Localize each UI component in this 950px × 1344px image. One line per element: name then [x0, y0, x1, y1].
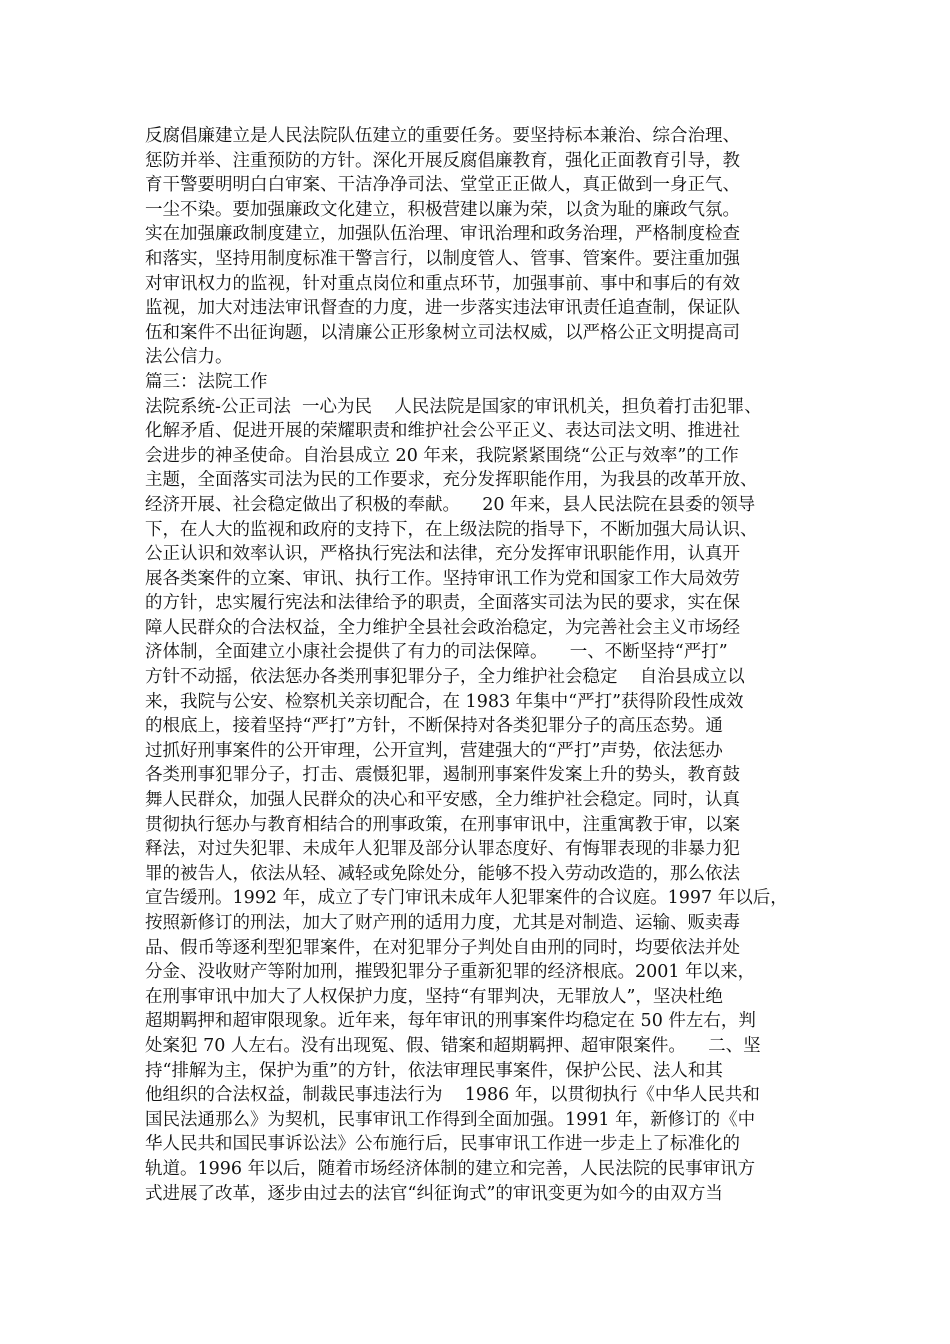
- text-line: 罪的被告人，依法从轻、减轻或免除处分，能够不投入劳动改造的，那么依法: [145, 863, 740, 884]
- text-line: 的方针，忠实履行宪法和法律给予的职责，全面落实司法为民的要求，实在保: [145, 593, 740, 614]
- text-line: 经济开展、社会稳定做出了积极的奉献。 20 年来，县人民法院在县委的领导: [145, 494, 756, 515]
- text-line: 过抓好刑事案件的公开审理，公开宣判，营建强大的“严打”声势，依法惩办: [145, 740, 723, 761]
- text-line: 对审讯权力的监视，针对重点岗位和重点环节，加强事前、事中和事后的有效: [145, 273, 740, 294]
- text-line: 方针不动摇，依法惩办各类刑事犯罪分子，全力维护社会稳定 自治县成立以: [145, 667, 745, 688]
- text-line: 国民法通那么》为契机，民事审讯工作得到全面加强。1991 年，新修订的《中: [145, 1109, 756, 1130]
- text-line: 和落实，坚持用制度标准干警言行，以制度管人、管事、管案件。要注重加强: [145, 248, 740, 269]
- text-line: 处案犯 70 人左右。没有出现冤、假、错案和超期羁押、超审限案件。 二、坚: [145, 1035, 761, 1056]
- text-line: 化解矛盾、促进开展的荣耀职责和维护社会公平正义、表达司法文明、推进社: [145, 421, 740, 442]
- text-line: 来，我院与公安、检察机关亲切配合，在 1983 年集中“严打”获得阶段性成效: [145, 691, 744, 712]
- text-line: 实在加强廉政制度建立，加强队伍治理、审讯治理和政务治理，严格制度检查: [145, 224, 740, 245]
- text-line: 主题，全面落实司法为民的工作要求，充分发挥职能作用，为我县的改革开放、: [145, 470, 758, 491]
- text-line: 华人民共和国民事诉讼法》公布施行后，民事审讯工作进一步走上了标准化的: [145, 1134, 740, 1155]
- text-line: 下，在人大的监视和政府的支持下，在上级法院的指导下，不断加强大局认识、: [145, 519, 758, 540]
- text-line: 按照新修订的刑法，加大了财产刑的适用力度，尤其是对制造、运输、贩卖毒: [145, 913, 740, 933]
- text-line: 公正认识和效率认识，严格执行宪法和法律，充分发挥审讯职能作用，认真开: [145, 544, 740, 565]
- text-line: 惩防并举、注重预防的方针。深化开展反腐倡廉教育，强化正面教育引导，教: [145, 150, 740, 171]
- text-line: 会进步的神圣使命。自治县成立 20 年来，我院紧紧围绕“公正与效率”的工作: [145, 445, 739, 466]
- text-line: 监视，加大对违法审讯督查的力度，进一步落实违法审讯责任追查制，保证队: [145, 298, 740, 319]
- text-line: 展各类案件的立案、审讯、执行工作。坚持审讯工作为党和国家工作大局效劳: [145, 568, 740, 589]
- text-line: 释法，对过失犯罪、未成年人犯罪及部分认罪态度好、有悔罪表现的非暴力犯: [145, 839, 740, 860]
- text-line: 超期羁押和超审限现象。近年来，每年审讯的刑事案件均稳定在 50 件左右，判: [145, 1011, 756, 1032]
- text-line: 一尘不染。要加强廉政文化建立，积极营建以廉为荣，以贪为耻的廉政气氛。: [145, 199, 740, 220]
- document-body: [145, 124, 810, 1206]
- text-line: 分金、没收财产等附加刑，摧毁犯罪分子重新犯罪的经济根底。2001 年以来，: [145, 962, 756, 983]
- text-line: 的根底上，接着坚持“严打”方针，不断保持对各类犯罪分子的高压态势。通: [145, 716, 723, 737]
- text-line: 舞人民群众，加强人民群众的决心和平安感，全力维护社会稳定。同时，认真: [145, 790, 740, 811]
- text-line: 轨道。1996 年以后，随着市场经济体制的建立和完善，人民法院的民事审讯方: [145, 1158, 756, 1179]
- text-line: 篇三：法院工作: [145, 371, 268, 392]
- text-line: 障人民群众的合法权益，全力维护全县社会政治稳定，为完善社会主义市场经: [145, 617, 740, 638]
- text-line: 他组织的合法权益，制裁民事违法行为 1986 年，以贯彻执行《中华人民共和: [145, 1085, 760, 1106]
- text-line: 育干警要明明白白审案、干洁净净司法、堂堂正正做人，真正做到一身正气、: [145, 175, 740, 196]
- text-line: 各类刑事犯罪分子，打击、震慑犯罪，遏制刑事案件发案上升的势头，教育鼓: [145, 765, 740, 786]
- text-line: 济体制，全面建立小康社会提供了有力的司法保障。 一、不断坚持“严打”: [145, 642, 728, 663]
- text-line: 品、假币等逐利型犯罪案件，在对犯罪分子判处自由刑的同时，均要依法并处: [145, 937, 740, 958]
- text-line: 宣告缓刑。1992 年，成立了专门审讯未成年人犯罪案件的合议庭。1997 年以后，: [145, 888, 788, 909]
- text-line: 在刑事审讯中加大了人权保护力度，坚持“有罪判决，无罪放人”，坚决杜绝: [145, 986, 723, 1007]
- text-line: 法公信力。: [145, 347, 233, 368]
- text-line: 法院系统-公正司法 一心为民 人民法院是国家的审讯机关，担负着打击犯罪、: [145, 396, 762, 417]
- text-line: 伍和案件不出征询题，以清廉公正形象树立司法权威，以严格公正文明提高司: [145, 322, 740, 343]
- text-line: 反腐倡廉建立是人民法院队伍建立的重要任务。要坚持标本兼治、综合治理、: [145, 126, 740, 146]
- text-line: 持“排解为主，保护为重”的方针，依法审理民事案件，保护公民、法人和其: [145, 1060, 723, 1081]
- text-line: 式进展了改革，逐步由过去的法官“纠征询式”的审讯变更为如今的由双方当: [145, 1183, 723, 1204]
- text-line: 贯彻执行惩办与教育相结合的刑事政策，在刑事审讯中，注重寓教于审，以案: [145, 814, 740, 835]
